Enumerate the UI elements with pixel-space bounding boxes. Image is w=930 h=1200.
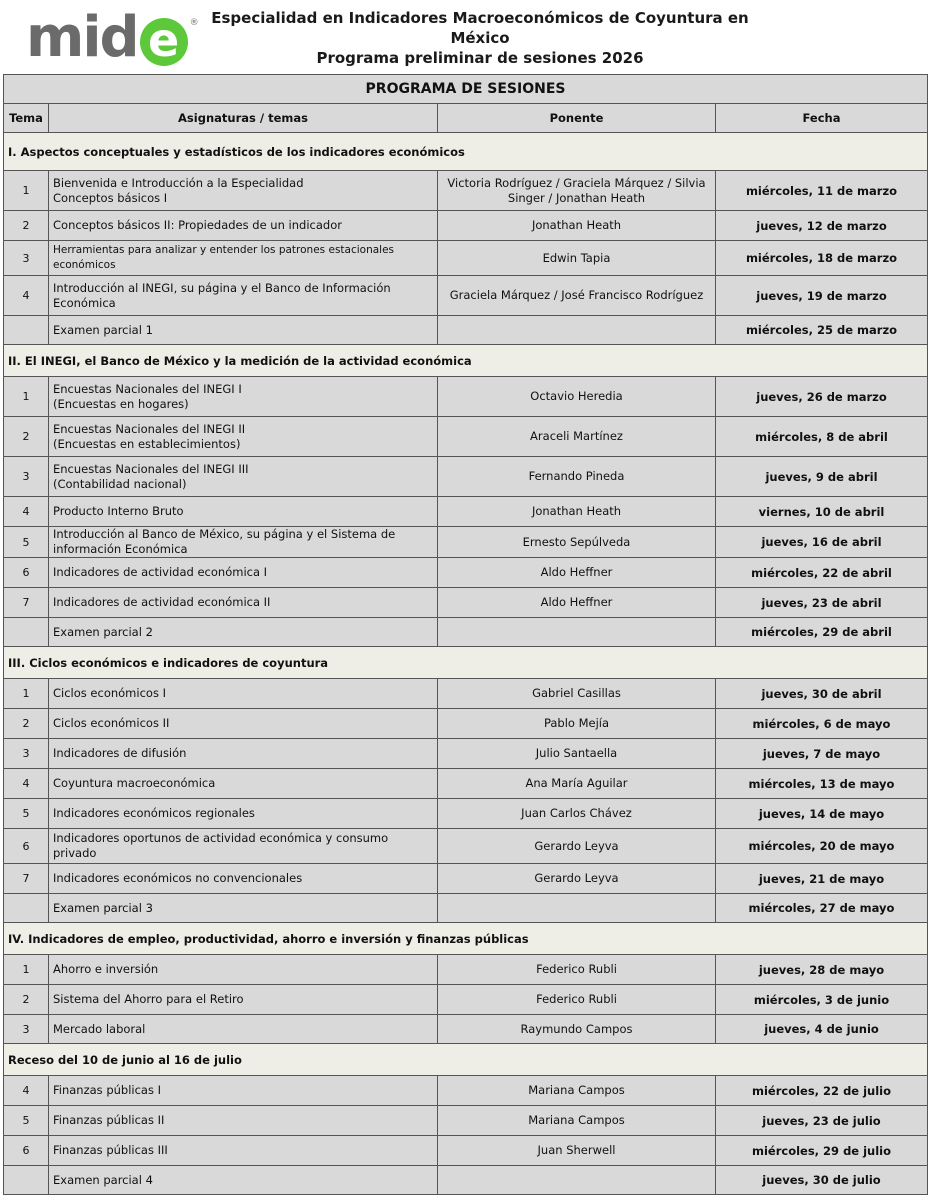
session-speaker: Federico Rubli (438, 955, 716, 985)
session-subject: Finanzas públicas I (49, 1076, 438, 1106)
session-row (4, 171, 928, 211)
session-number: 6 (4, 558, 49, 588)
col-header-fecha: Fecha (716, 104, 928, 133)
section-header-row (4, 133, 928, 171)
logo-e-circle: e (140, 18, 188, 66)
session-row (4, 558, 928, 588)
session-date: jueves, 26 de marzo (716, 377, 928, 417)
session-subject: Encuestas Nacionales del INEGI II (Encuestas en establecimientos) (49, 417, 438, 457)
session-row (4, 276, 928, 316)
session-row (4, 457, 928, 497)
session-speaker (438, 316, 716, 345)
session-speaker: Ernesto Sepúlveda (438, 527, 716, 558)
session-number: 2 (4, 985, 49, 1015)
session-row (4, 985, 928, 1015)
session-row (4, 829, 928, 864)
session-speaker: Jonathan Heath (438, 497, 716, 527)
session-speaker: Graciela Márquez / José Francisco Rodríguez (438, 276, 716, 316)
session-row (4, 864, 928, 894)
session-number: 1 (4, 955, 49, 985)
session-date: miércoles, 11 de marzo (716, 171, 928, 211)
session-date: miércoles, 22 de abril (716, 558, 928, 588)
session-date: miércoles, 29 de abril (716, 618, 928, 647)
session-number: 2 (4, 211, 49, 241)
session-subject: Examen parcial 2 (49, 618, 438, 647)
session-date: jueves, 4 de junio (716, 1015, 928, 1044)
session-date: viernes, 10 de abril (716, 497, 928, 527)
session-subject: Encuestas Nacionales del INEGI III (Contabilidad nacional) (49, 457, 438, 497)
session-subject: Conceptos básicos II: Propiedades de un indicador (49, 211, 438, 241)
session-date: miércoles, 6 de mayo (716, 709, 928, 739)
session-speaker: Juan Carlos Chávez (438, 799, 716, 829)
session-date: jueves, 12 de marzo (716, 211, 928, 241)
document-header (0, 0, 930, 74)
session-date: miércoles, 18 de marzo (716, 241, 928, 276)
session-number: 6 (4, 829, 49, 864)
session-speaker: Julio Santaella (438, 739, 716, 769)
session-speaker: Juan Sherwell (438, 1136, 716, 1166)
session-date: miércoles, 22 de julio (716, 1076, 928, 1106)
session-row (4, 241, 928, 276)
session-date: jueves, 28 de mayo (716, 955, 928, 985)
session-number (4, 894, 49, 923)
session-number: 5 (4, 799, 49, 829)
session-speaker (438, 894, 716, 923)
col-header-tema: Tema (4, 104, 49, 133)
mide-logo (26, 5, 199, 70)
section-title: IV. Indicadores de empleo, productividad, ahorro e inversión y finanzas públicas (4, 923, 928, 955)
session-number: 1 (4, 679, 49, 709)
session-subject: Ciclos económicos II (49, 709, 438, 739)
session-number (4, 1166, 49, 1195)
session-speaker: Gabriel Casillas (438, 679, 716, 709)
session-speaker (438, 618, 716, 647)
col-header-ponente: Ponente (438, 104, 716, 133)
session-date: jueves, 7 de mayo (716, 739, 928, 769)
session-speaker: Pablo Mejía (438, 709, 716, 739)
section-header-row (4, 1044, 928, 1076)
session-row (4, 679, 928, 709)
session-speaker: Federico Rubli (438, 985, 716, 1015)
session-row (4, 527, 928, 558)
session-row (4, 1076, 928, 1106)
session-row (4, 1015, 928, 1044)
session-subject: Introducción al INEGI, su página y el Banco de Información Económica (49, 276, 438, 316)
session-number (4, 316, 49, 345)
session-speaker (438, 1166, 716, 1195)
column-header-row (4, 104, 928, 133)
session-number: 3 (4, 241, 49, 276)
session-row (4, 417, 928, 457)
session-speaker: Raymundo Campos (438, 1015, 716, 1044)
section-header-row (4, 647, 928, 679)
session-subject: Finanzas públicas II (49, 1106, 438, 1136)
session-date: jueves, 19 de marzo (716, 276, 928, 316)
session-row (4, 316, 928, 345)
section-header-row (4, 923, 928, 955)
session-date: jueves, 21 de mayo (716, 864, 928, 894)
session-number: 4 (4, 276, 49, 316)
session-number: 6 (4, 1136, 49, 1166)
session-row (4, 588, 928, 618)
session-number: 1 (4, 171, 49, 211)
session-number: 2 (4, 709, 49, 739)
session-row (4, 769, 928, 799)
session-date: jueves, 16 de abril (716, 527, 928, 558)
logo-text: mid (26, 5, 138, 70)
session-date: miércoles, 25 de marzo (716, 316, 928, 345)
sessions-table-body (4, 75, 928, 1195)
session-speaker: Mariana Campos (438, 1076, 716, 1106)
session-row (4, 894, 928, 923)
session-date: jueves, 30 de julio (716, 1166, 928, 1195)
session-subject: Sistema del Ahorro para el Retiro (49, 985, 438, 1015)
title-line-2: Programa preliminar de sesiones 2026 (316, 49, 644, 67)
session-date: miércoles, 20 de mayo (716, 829, 928, 864)
session-row (4, 211, 928, 241)
session-number: 3 (4, 739, 49, 769)
session-number: 1 (4, 377, 49, 417)
session-subject: Producto Interno Bruto (49, 497, 438, 527)
section-title: II. El INEGI, el Banco de México y la medición de la actividad económica (4, 345, 928, 377)
session-number: 7 (4, 588, 49, 618)
session-number: 2 (4, 417, 49, 457)
session-date: jueves, 23 de abril (716, 588, 928, 618)
registered-mark: ® (189, 18, 199, 28)
sessions-table (3, 74, 928, 1195)
session-speaker: Mariana Campos (438, 1106, 716, 1136)
session-subject: Indicadores de actividad económica II (49, 588, 438, 618)
session-subject: Indicadores económicos no convencionales (49, 864, 438, 894)
session-subject: Indicadores de actividad económica I (49, 558, 438, 588)
session-subject: Indicadores económicos regionales (49, 799, 438, 829)
session-row (4, 377, 928, 417)
session-row (4, 799, 928, 829)
document-title (180, 8, 780, 68)
session-subject: Herramientas para analizar y entender los patrones estacionales económicos (49, 241, 438, 276)
title-line-1: Especialidad en Indicadores Macroeconómicos de Coyuntura en México (211, 9, 749, 47)
session-row (4, 618, 928, 647)
session-row (4, 1106, 928, 1136)
session-row (4, 709, 928, 739)
session-speaker: Victoria Rodríguez / Graciela Márquez / Silvia Singer / Jonathan Heath (438, 171, 716, 211)
session-subject: Introducción al Banco de México, su página y el Sistema de información Económica (49, 527, 438, 558)
session-speaker: Aldo Heffner (438, 588, 716, 618)
section-header-row (4, 345, 928, 377)
session-subject: Mercado laboral (49, 1015, 438, 1044)
session-subject: Examen parcial 4 (49, 1166, 438, 1195)
session-number: 4 (4, 497, 49, 527)
session-number: 5 (4, 1106, 49, 1136)
session-row (4, 1136, 928, 1166)
session-number: 4 (4, 1076, 49, 1106)
session-subject: Ahorro e inversión (49, 955, 438, 985)
section-title: I. Aspectos conceptuales y estadísticos de los indicadores económicos (4, 133, 928, 171)
session-speaker: Araceli Martínez (438, 417, 716, 457)
session-subject: Coyuntura macroeconómica (49, 769, 438, 799)
session-date: jueves, 30 de abril (716, 679, 928, 709)
session-speaker: Ana María Aguilar (438, 769, 716, 799)
session-number (4, 618, 49, 647)
session-speaker: Jonathan Heath (438, 211, 716, 241)
session-date: miércoles, 27 de mayo (716, 894, 928, 923)
session-speaker: Octavio Heredia (438, 377, 716, 417)
session-row (4, 1166, 928, 1195)
session-date: jueves, 23 de julio (716, 1106, 928, 1136)
session-subject: Indicadores de difusión (49, 739, 438, 769)
session-speaker: Gerardo Leyva (438, 864, 716, 894)
session-date: miércoles, 8 de abril (716, 417, 928, 457)
program-title: PROGRAMA DE SESIONES (4, 75, 928, 104)
session-speaker: Edwin Tapia (438, 241, 716, 276)
session-subject: Finanzas públicas III (49, 1136, 438, 1166)
col-header-asignaturas: Asignaturas / temas (49, 104, 438, 133)
session-number: 5 (4, 527, 49, 558)
session-number: 3 (4, 457, 49, 497)
session-number: 3 (4, 1015, 49, 1044)
session-date: miércoles, 13 de mayo (716, 769, 928, 799)
session-date: miércoles, 3 de junio (716, 985, 928, 1015)
session-row (4, 955, 928, 985)
session-subject: Examen parcial 1 (49, 316, 438, 345)
session-subject: Encuestas Nacionales del INEGI I (Encuestas en hogares) (49, 377, 438, 417)
session-speaker: Aldo Heffner (438, 558, 716, 588)
session-date: jueves, 14 de mayo (716, 799, 928, 829)
session-number: 4 (4, 769, 49, 799)
session-number: 7 (4, 864, 49, 894)
section-title: Receso del 10 de junio al 16 de julio (4, 1044, 928, 1076)
section-title: III. Ciclos económicos e indicadores de coyuntura (4, 647, 928, 679)
session-date: jueves, 9 de abril (716, 457, 928, 497)
session-date: miércoles, 29 de julio (716, 1136, 928, 1166)
session-speaker: Fernando Pineda (438, 457, 716, 497)
session-row (4, 739, 928, 769)
session-subject: Bienvenida e Introducción a la Especialidad Conceptos básicos I (49, 171, 438, 211)
session-speaker: Gerardo Leyva (438, 829, 716, 864)
session-row (4, 497, 928, 527)
session-subject: Ciclos económicos I (49, 679, 438, 709)
session-subject: Examen parcial 3 (49, 894, 438, 923)
session-subject: Indicadores oportunos de actividad económica y consumo privado (49, 829, 438, 864)
